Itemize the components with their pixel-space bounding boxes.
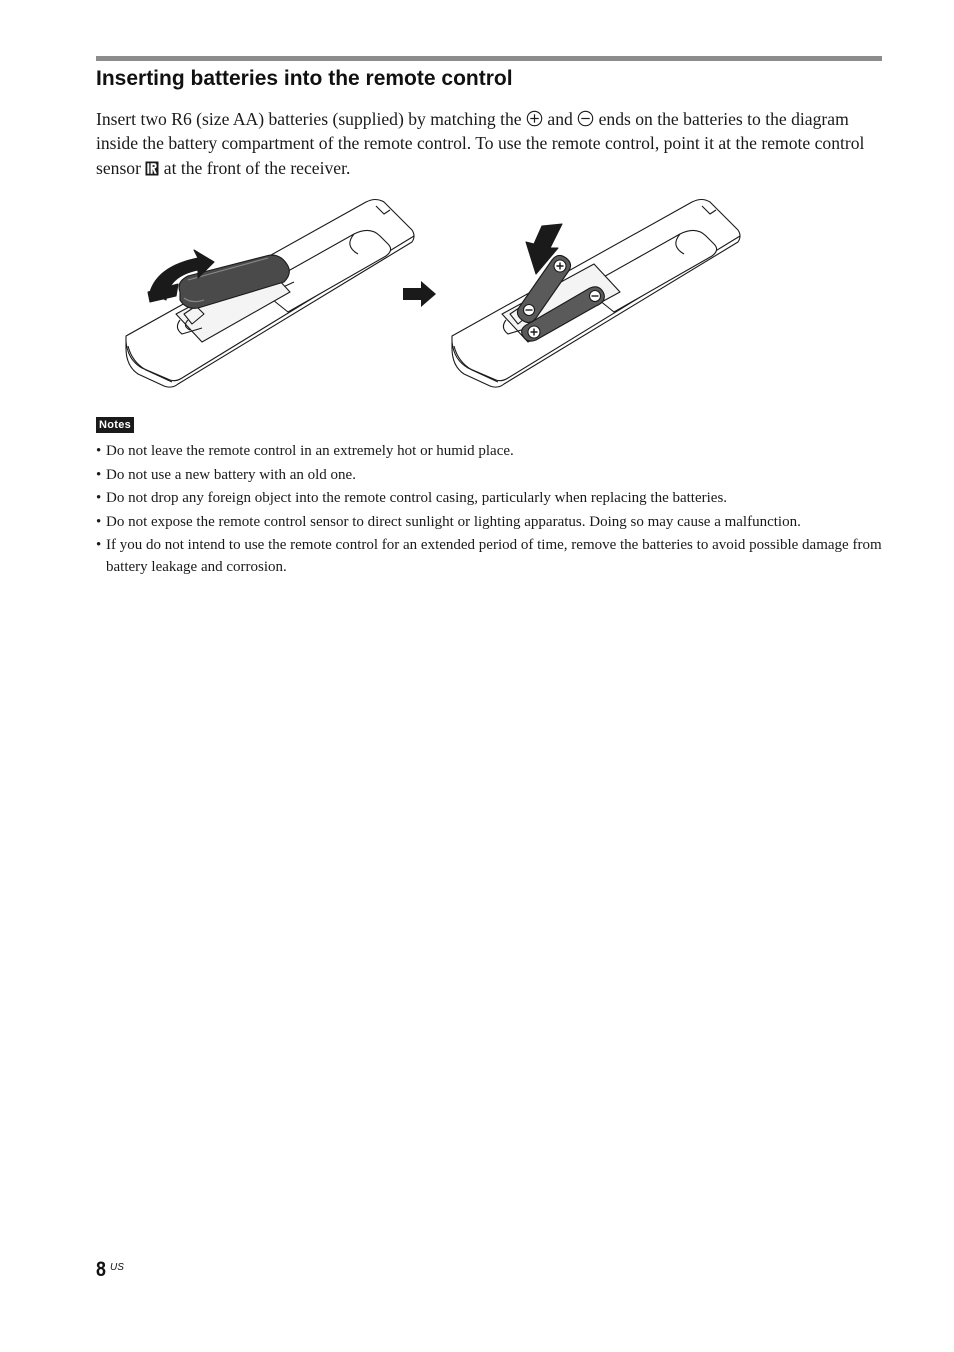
intro-paragraph [96,107,886,180]
remote-sensor-icon [145,161,159,176]
note-text: Do not use a new battery with an old one. [106,466,356,483]
note-bullet: • [96,466,102,483]
note-item [96,440,886,462]
note-item [96,534,886,578]
intro-text-part3: ends on the batteries to the diagram inside the battery compartment of the remote control. To use the remote control, point it at the remote control sensor [96,109,865,178]
note-text: If you do not intend to use the remote control for an extended period of time, remove the batteries to avoid possible damage from battery leakage and corrosion. [106,537,882,575]
notes-label: Notes [96,417,134,433]
notes-list [96,440,886,580]
intro-text-part4: at the front of the receiver. [163,157,351,178]
plus-circle-icon [526,110,543,127]
section-heading: Inserting batteries into the remote control [96,67,513,90]
intro-text-part2: and [547,109,573,129]
note-bullet: • [96,537,102,553]
section-top-rule [96,56,882,61]
note-item [96,487,886,509]
note-text: Do not leave the remote control in an extremely hot or humid place. [106,443,514,459]
page-region-code: US [110,1262,124,1273]
note-item [96,511,886,533]
note-item [96,464,886,486]
remote-open-cover-illustration [126,200,414,388]
minus-circle-icon [577,110,594,127]
right-arrow-icon [403,281,436,307]
note-bullet: • [96,513,102,530]
remote-insert-batteries-illustration [452,200,740,388]
intro-text-part1: Insert two R6 (size AA) batteries (supplied) by matching the [96,109,522,129]
note-bullet: • [96,490,102,506]
page-number: 8 [96,1258,106,1281]
note-text: Do not expose the remote control sensor to direct sunlight or lighting apparatus. Doing so may cause a malfunction. [106,513,801,530]
battery-insertion-figure [118,196,744,396]
note-bullet: • [96,443,102,459]
note-text: Do not drop any foreign object into the remote control casing, particularly when replacing the batteries. [106,490,728,506]
